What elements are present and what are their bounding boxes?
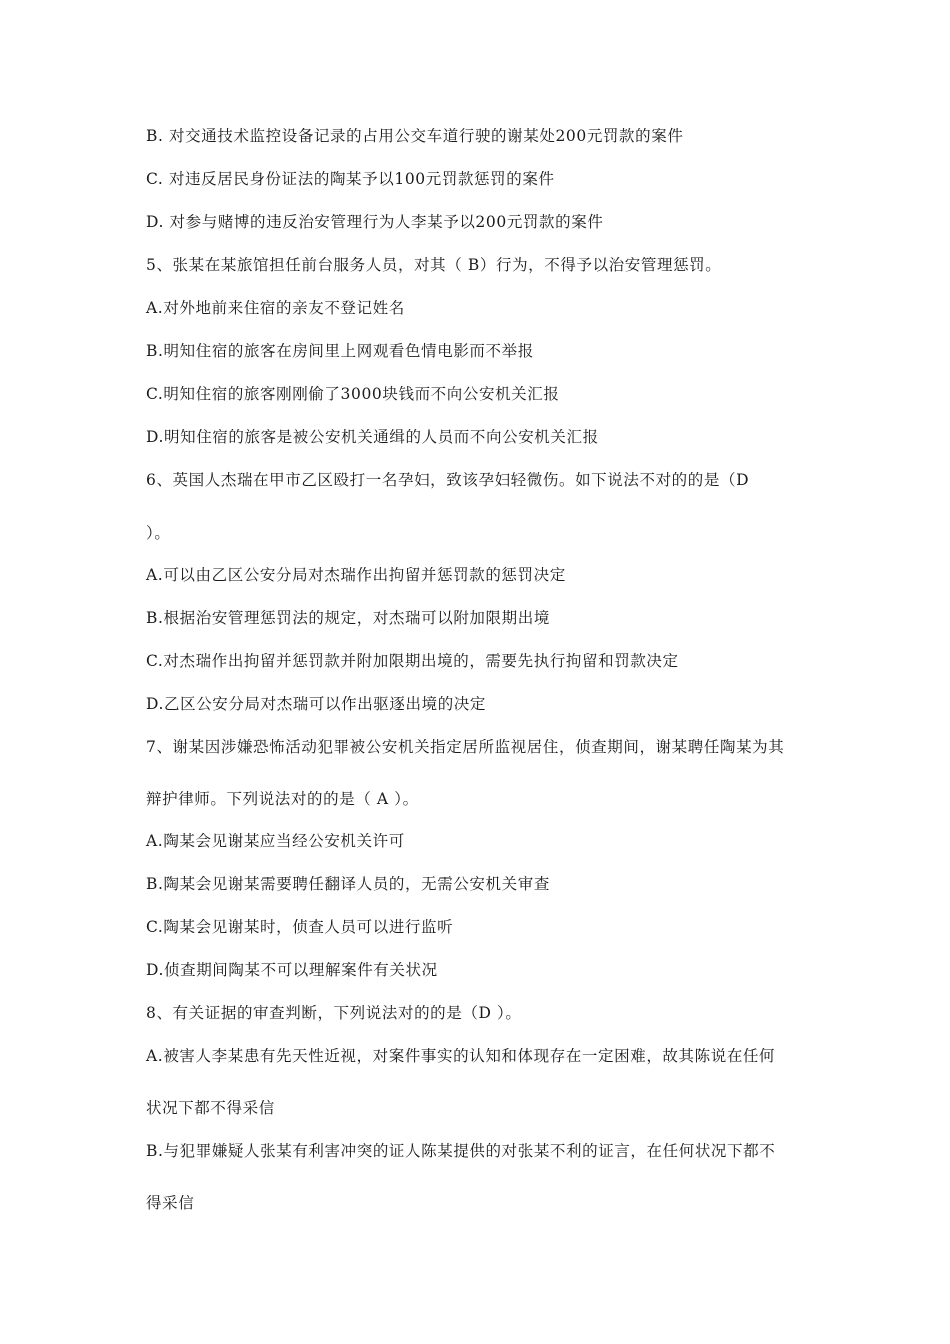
text-line: C.陶某会见谢某时，侦查人员可以进行监听 xyxy=(146,918,454,936)
text-line: C.对杰瑞作出拘留并惩罚款并附加限期出境的，需要先执行拘留和罚款决定 xyxy=(146,652,679,670)
text-line: B.与犯罪嫌疑人张某有利害冲突的证人陈某提供的对张某不利的证言，在任何状况下都不 xyxy=(146,1142,776,1160)
text-line: D. 对参与赌博的违反治安管理行为人李某予以200元罚款的案件 xyxy=(146,213,604,231)
question-7: 7、谢某因涉嫌恐怖活动犯罪被公安机关指定居所监视居住，侦查期间，谢某聘任陶某为其 xyxy=(146,738,785,756)
text-line: A.被害人李某患有先天性近视，对案件事实的认知和体现存在一定困难，故其陈说在任何 xyxy=(146,1047,776,1065)
text-line: 状况下都不得采信 xyxy=(146,1099,275,1117)
text-line: D.侦查期间陶某不可以理解案件有关状况 xyxy=(146,961,438,979)
text-line: ）。 xyxy=(146,524,171,542)
question-6: 6、英国人杰瑞在甲市乙区殴打一名孕妇，致该孕妇轻微伤。如下说法不对的的是（D xyxy=(146,471,750,489)
text-line: B.明知住宿的旅客在房间里上网观看色情电影而不举报 xyxy=(146,342,534,360)
text-line: A.可以由乙区公安分局对杰瑞作出拘留并惩罚款的惩罚决定 xyxy=(146,566,566,584)
question-8: 8、有关证据的审查判断，下列说法对的的是（D ）。 xyxy=(146,1004,522,1022)
text-line: 得采信 xyxy=(146,1194,195,1212)
question-5: 5、张某在某旅馆担任前台服务人员，对其（ B）行为，不得予以治安管理惩罚。 xyxy=(146,256,722,274)
text-line: A.对外地前来住宿的亲友不登记姓名 xyxy=(146,299,405,317)
text-line: C. 对违反居民身份证法的陶某予以100元罚款惩罚的案件 xyxy=(146,170,555,188)
text-line: D.乙区公安分局对杰瑞可以作出驱逐出境的决定 xyxy=(146,695,487,713)
text-line: A.陶某会见谢某应当经公安机关许可 xyxy=(146,832,405,850)
text-line: B.陶某会见谢某需要聘任翻译人员的，无需公安机关审查 xyxy=(146,875,550,893)
text-line: B. 对交通技术监控设备记录的占用公交车道行驶的谢某处200元罚款的案件 xyxy=(146,127,684,145)
text-line: 辩护律师。下列说法对的的是（ A ）。 xyxy=(146,790,419,808)
text-line: B.根据治安管理惩罚法的规定，对杰瑞可以附加限期出境 xyxy=(146,609,550,627)
text-line: D.明知住宿的旅客是被公安机关通缉的人员而不向公安机关汇报 xyxy=(146,428,599,446)
text-line: C.明知住宿的旅客刚刚偷了3000块钱而不向公安机关汇报 xyxy=(146,385,560,403)
